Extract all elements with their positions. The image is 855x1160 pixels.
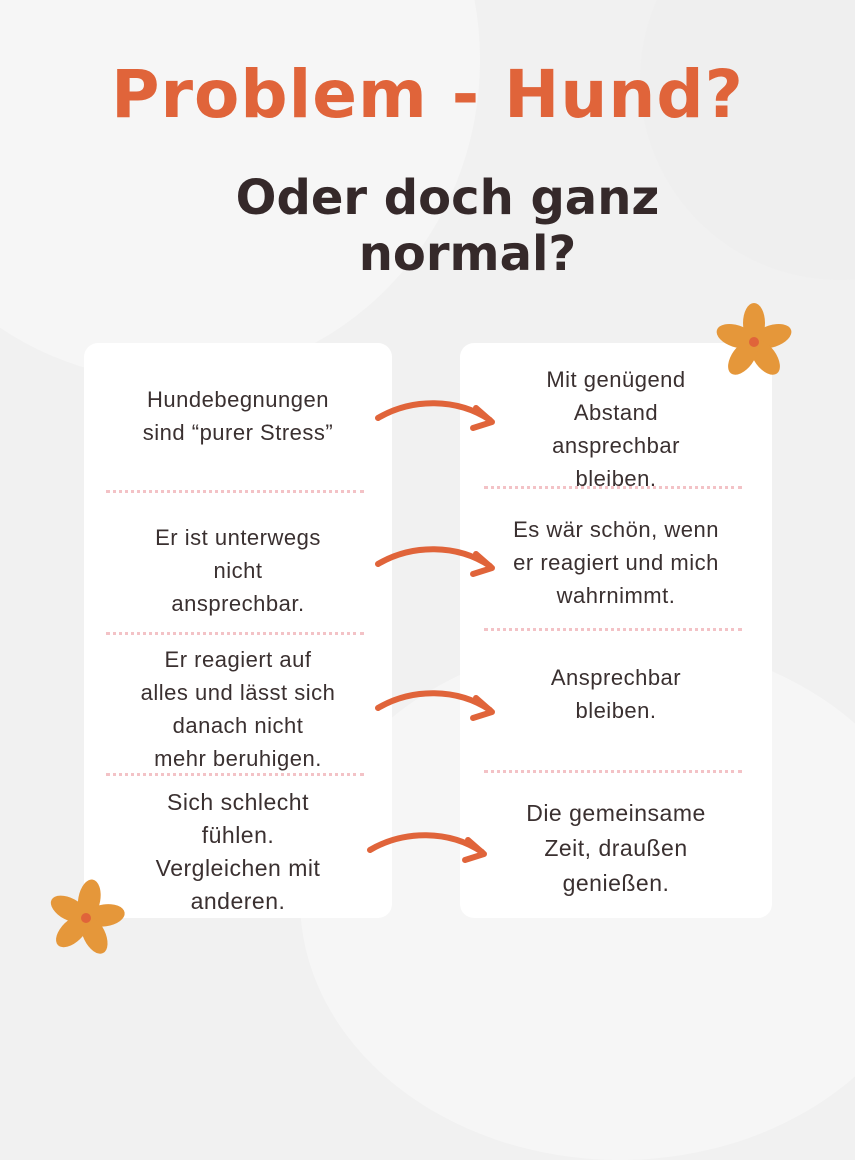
problem-text	[84, 643, 392, 775]
row-divider	[106, 490, 364, 493]
subtitle-line: normal?	[358, 226, 577, 282]
text-line: Zeit, draußen	[544, 835, 688, 861]
text-line: Abstand	[573, 400, 659, 425]
text-line: sind “purer Stress”	[142, 420, 334, 445]
goal-text	[460, 796, 772, 901]
text-line: Sich schlecht	[166, 789, 309, 815]
goal-text	[460, 513, 772, 612]
text-line: fühlen.	[201, 822, 275, 848]
problem-text	[84, 786, 392, 918]
arrow-right-icon	[372, 396, 504, 438]
arrow-right-icon	[372, 540, 504, 582]
page-title: Problem - Hund?	[111, 56, 744, 133]
text-line: ansprechbar.	[171, 591, 305, 616]
text-line: Die gemeinsame	[526, 800, 706, 826]
goal-card	[460, 343, 772, 918]
row-divider	[106, 773, 364, 776]
text-line: ansprechbar	[552, 433, 680, 458]
text-line: bleiben.	[575, 698, 657, 723]
text-line: Ansprechbar	[550, 665, 682, 690]
flower-icon	[44, 876, 128, 960]
text-line: Er ist unterwegs	[155, 525, 321, 550]
row-divider	[484, 486, 742, 489]
subtitle-line: Oder doch ganz	[235, 170, 660, 226]
text-line: Es wär schön, wenn	[513, 517, 719, 542]
row-divider	[484, 628, 742, 631]
text-line: danach nicht	[172, 713, 304, 738]
problem-text	[84, 383, 392, 449]
problem-card	[84, 343, 392, 918]
page-subtitle	[0, 170, 855, 282]
text-line: mehr beruhigen.	[154, 746, 322, 771]
text-line: Hundebegnungen	[147, 387, 329, 412]
arrow-right-icon	[364, 828, 496, 870]
text-line: er reagiert und mich	[513, 550, 719, 575]
arrow-right-icon	[372, 686, 504, 728]
row-divider	[484, 770, 742, 773]
text-line: genießen.	[562, 870, 670, 896]
text-line: wahrnimmt.	[556, 583, 676, 608]
problem-text	[84, 521, 392, 620]
text-line: Mit genügend	[546, 367, 686, 392]
row-divider	[106, 632, 364, 635]
text-line: alles und lässt sich	[140, 680, 336, 705]
flower-icon	[712, 300, 796, 384]
text-line: Vergleichen mit	[155, 855, 321, 881]
text-line: anderen.	[190, 888, 286, 914]
text-line: bleiben.	[575, 466, 657, 491]
goal-text	[460, 661, 772, 727]
text-line: nicht	[213, 558, 263, 583]
text-line: Er reagiert auf	[164, 647, 312, 672]
